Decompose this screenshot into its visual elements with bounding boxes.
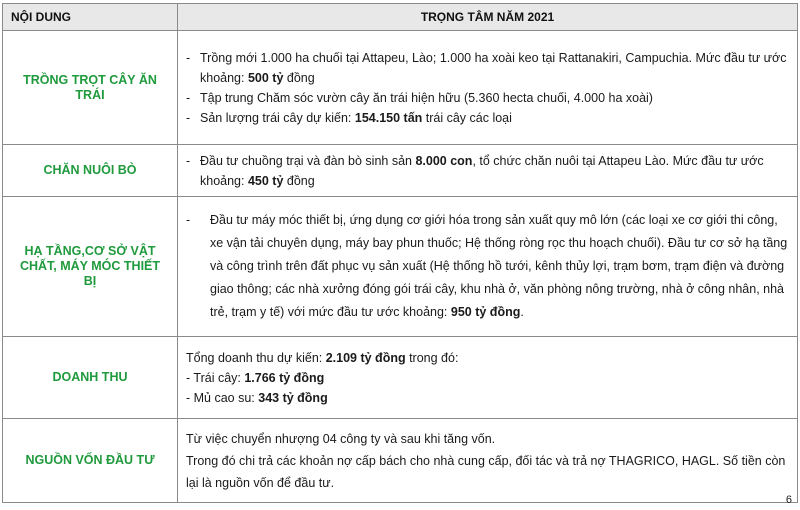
row-label-revenue: DOANH THU <box>3 337 178 419</box>
header-col-focus: TRỌNG TÂM NĂM 2021 <box>178 4 798 31</box>
list-item: Từ việc chuyển nhượng 04 công ty và sau khi tăng vốn. <box>186 431 496 446</box>
table-row <box>3 337 798 419</box>
list-item: - Đầu tư chuồng trại và đàn bò sinh sản 8.000 con, tổ chức chăn nuôi tại Attapeu Lào. Mức đầu tư ước khoảng: 450 tỷ đồng <box>186 153 764 188</box>
list-item: - Mủ cao su: 343 tỷ đồng <box>186 390 328 405</box>
list-item: Trong đó chi trả các khoản nợ cấp bách cho nhà cung cấp, đối tác và trả nợ THAGRICO, HAGL. Số tiền còn lại là nguồn vốn để đầu tư. <box>186 453 786 490</box>
header-col-content: NỘI DUNG <box>3 4 178 31</box>
row-content-capital <box>178 419 798 503</box>
list-item: - Trồng mới 1.000 ha chuối tại Attapeu, Lào; 1.000 ha xoài keo tại Rattanakiri, Campuchia. Mức đầu tư ước khoảng: 500 tỷ đồng <box>186 50 787 85</box>
header-row <box>3 4 798 31</box>
row-label-cattle: CHĂN NUÔI BÒ <box>3 145 178 197</box>
page-number: 6 <box>785 494 792 506</box>
list-item: - Trái cây: 1.766 tỷ đồng <box>186 370 325 385</box>
row-label-fruit: TRỒNG TRỌT CÂY ĂN TRÁI <box>3 31 178 145</box>
row-content-fruit <box>178 31 798 145</box>
content-table <box>2 3 798 503</box>
row-content-infrastructure <box>178 197 798 337</box>
list-item: - Tập trung Chăm sóc vườn cây ăn trái hiện hữu (5.360 hecta chuối, 4.000 ha xoài) <box>186 90 653 105</box>
list-item: Tổng doanh thu dự kiến: 2.109 tỷ đồng trong đó: <box>186 350 459 365</box>
table-row <box>3 31 798 145</box>
row-content-cattle <box>178 145 798 197</box>
list-item: - Đầu tư máy móc thiết bị, ứng dụng cơ giới hóa trong sản xuất quy mô lớn (các loại xe cơ giới thi công, xe vận tải chuyên dụng, máy bay phun thuốc; Hệ thống ròng rọc thu hoạch chuối). Đầu tư cơ sở hạ tầng và công trình trên đất phục vụ sản xuất (Hệ thống hồ tưới, kênh thủy lợi, trạm bơm, trạm điện và đường giao thông; các nhà xưởng đóng gói trái cây, khu nhà ở, văn phòng nông trường, nhà ở công nhân, nhà trẻ, trạm y tế) với mức đầu tư ước khoảng: 950 tỷ đồng. <box>186 213 788 319</box>
row-label-capital: NGUỒN VỐN ĐẦU TƯ <box>3 419 178 503</box>
table-row <box>3 419 798 503</box>
row-content-revenue <box>178 337 798 419</box>
list-item: - Sản lượng trái cây dự kiến: 154.150 tấn trái cây các loại <box>186 110 512 125</box>
row-label-infrastructure: HẠ TẦNG,CƠ SỞ VẬT CHẤT, MÁY MÓC THIẾT BỊ <box>3 197 178 337</box>
table-row <box>3 145 798 197</box>
table-row <box>3 197 798 337</box>
